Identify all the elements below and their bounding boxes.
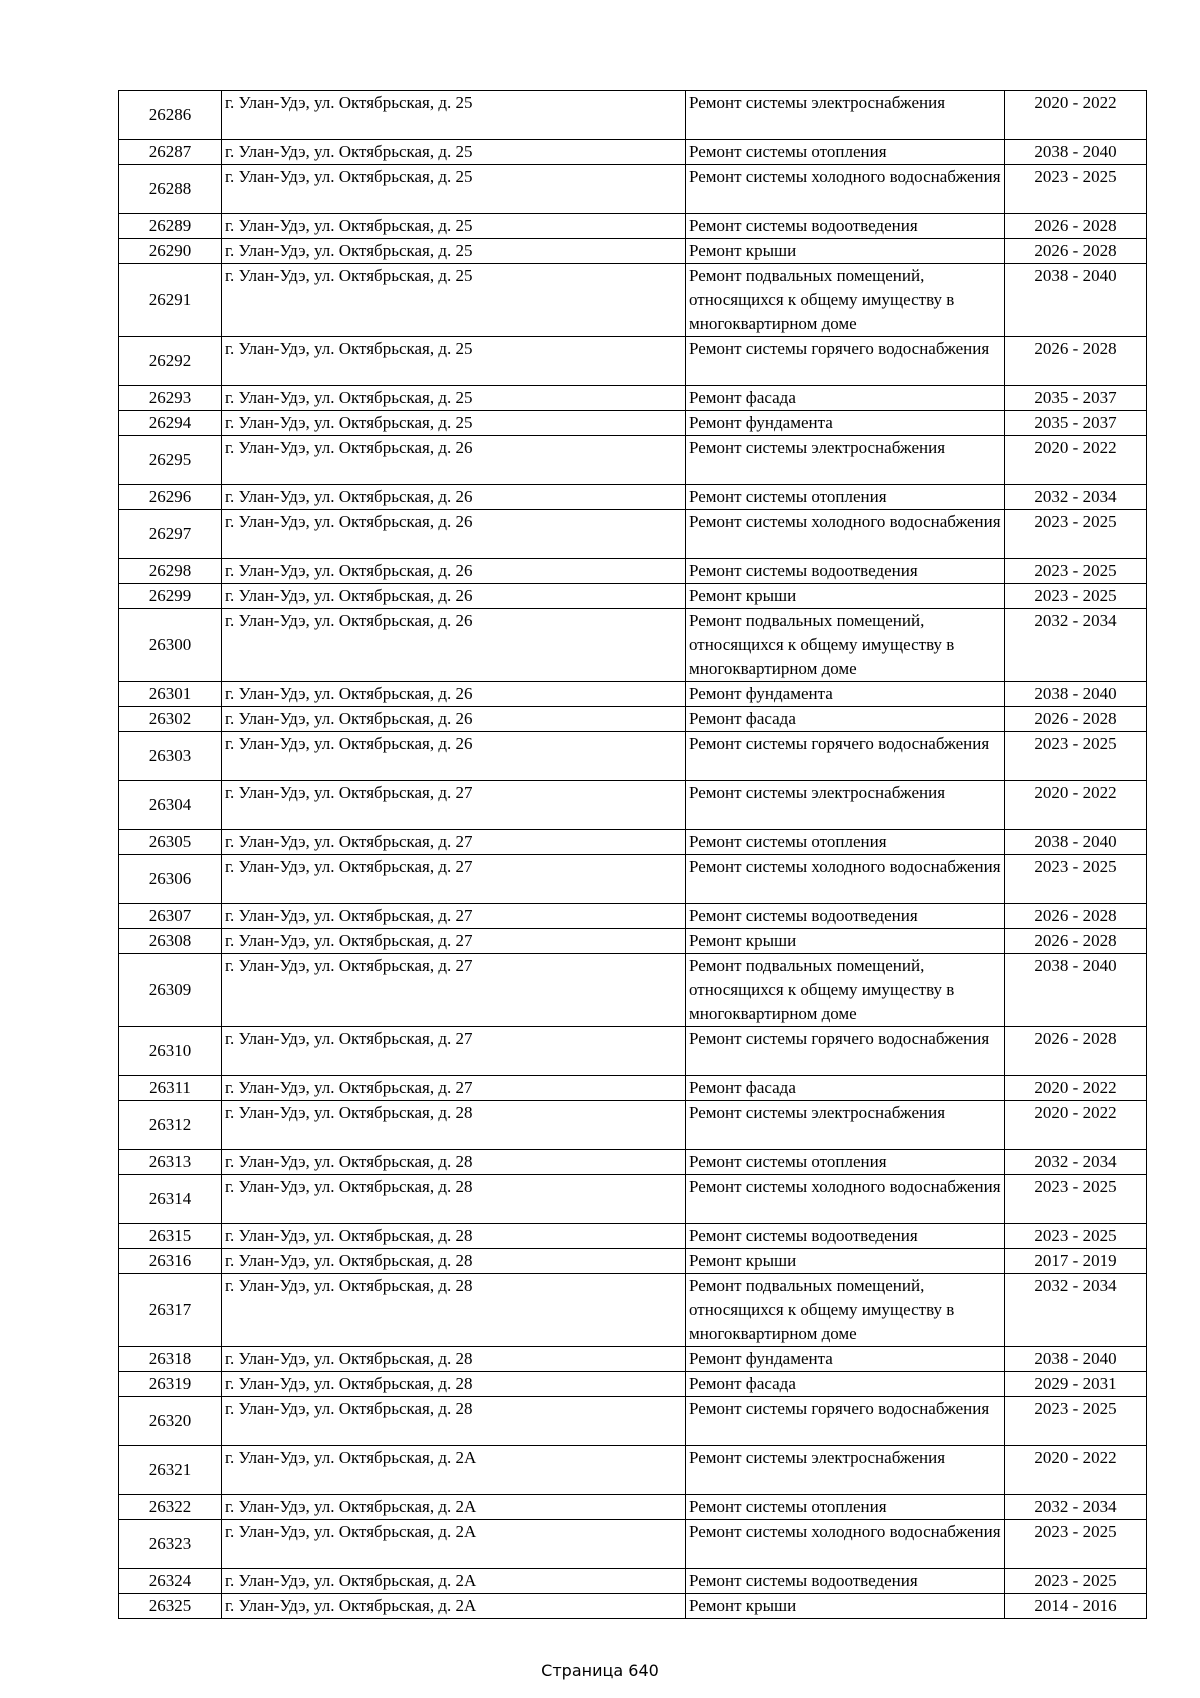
address-cell: г. Улан-Удэ, ул. Октябрьская, д. 28 [222,1224,686,1249]
period-cell: 2023 - 2025 [1005,1224,1147,1249]
table-body [119,91,1147,1619]
table-row [119,1347,1147,1372]
work-type-cell: Ремонт фасада [686,707,1005,732]
row-id-cell: 26300 [119,609,222,682]
address-cell: г. Улан-Удэ, ул. Октябрьская, д. 27 [222,904,686,929]
period-cell: 2017 - 2019 [1005,1249,1147,1274]
period-cell: 2026 - 2028 [1005,707,1147,732]
table-row [119,954,1147,1027]
period-cell: 2026 - 2028 [1005,214,1147,239]
work-type-cell: Ремонт системы отопления [686,485,1005,510]
work-type-cell: Ремонт крыши [686,584,1005,609]
address-cell: г. Улан-Удэ, ул. Октябрьская, д. 26 [222,609,686,682]
table-row [119,855,1147,904]
work-type-cell: Ремонт фундамента [686,682,1005,707]
table-row [119,1594,1147,1619]
address-cell: г. Улан-Удэ, ул. Октябрьская, д. 26 [222,732,686,781]
work-type-cell: Ремонт системы горячего водоснабжения [686,1397,1005,1446]
address-cell: г. Улан-Удэ, ул. Октябрьская, д. 25 [222,411,686,436]
table-row [119,1224,1147,1249]
row-id-cell: 26313 [119,1150,222,1175]
work-type-cell: Ремонт системы отопления [686,830,1005,855]
address-cell: г. Улан-Удэ, ул. Октябрьская, д. 2А [222,1495,686,1520]
row-id-cell: 26286 [119,91,222,140]
work-type-cell: Ремонт крыши [686,1249,1005,1274]
work-type-cell: Ремонт фасада [686,1372,1005,1397]
work-type-cell: Ремонт системы отопления [686,1495,1005,1520]
row-id-cell: 26294 [119,411,222,436]
period-cell: 2029 - 2031 [1005,1372,1147,1397]
period-cell: 2026 - 2028 [1005,1027,1147,1076]
repair-schedule-table [118,90,1147,1619]
period-cell: 2026 - 2028 [1005,239,1147,264]
work-type-cell: Ремонт системы отопления [686,1150,1005,1175]
work-type-cell: Ремонт системы водоотведения [686,559,1005,584]
address-cell: г. Улан-Удэ, ул. Октябрьская, д. 27 [222,1076,686,1101]
row-id-cell: 26291 [119,264,222,337]
period-cell: 2038 - 2040 [1005,682,1147,707]
row-id-cell: 26293 [119,386,222,411]
address-cell: г. Улан-Удэ, ул. Октябрьская, д. 26 [222,485,686,510]
work-type-cell: Ремонт подвальных помещений, относящихся к общему имуществу в многоквартирном доме [686,1274,1005,1347]
row-id-cell: 26309 [119,954,222,1027]
table-row [119,1372,1147,1397]
address-cell: г. Улан-Удэ, ул. Октябрьская, д. 25 [222,214,686,239]
address-cell: г. Улан-Удэ, ул. Октябрьская, д. 2А [222,1520,686,1569]
period-cell: 2023 - 2025 [1005,584,1147,609]
address-cell: г. Улан-Удэ, ул. Октябрьская, д. 25 [222,140,686,165]
period-cell: 2026 - 2028 [1005,904,1147,929]
work-type-cell: Ремонт системы холодного водоснабжения [686,855,1005,904]
row-id-cell: 26302 [119,707,222,732]
table-row [119,485,1147,510]
table-row [119,1150,1147,1175]
row-id-cell: 26307 [119,904,222,929]
address-cell: г. Улан-Удэ, ул. Октябрьская, д. 28 [222,1372,686,1397]
row-id-cell: 26306 [119,855,222,904]
row-id-cell: 26295 [119,436,222,485]
work-type-cell: Ремонт фасада [686,386,1005,411]
address-cell: г. Улан-Удэ, ул. Октябрьская, д. 28 [222,1150,686,1175]
row-id-cell: 26305 [119,830,222,855]
address-cell: г. Улан-Удэ, ул. Октябрьская, д. 26 [222,584,686,609]
address-cell: г. Улан-Удэ, ул. Октябрьская, д. 25 [222,91,686,140]
address-cell: г. Улан-Удэ, ул. Октябрьская, д. 28 [222,1274,686,1347]
period-cell: 2020 - 2022 [1005,436,1147,485]
address-cell: г. Улан-Удэ, ул. Октябрьская, д. 26 [222,510,686,559]
table-row [119,91,1147,140]
period-cell: 2020 - 2022 [1005,781,1147,830]
table-row [119,904,1147,929]
period-cell: 2020 - 2022 [1005,1076,1147,1101]
row-id-cell: 26290 [119,239,222,264]
address-cell: г. Улан-Удэ, ул. Октябрьская, д. 25 [222,386,686,411]
address-cell: г. Улан-Удэ, ул. Октябрьская, д. 27 [222,781,686,830]
table-row [119,1495,1147,1520]
work-type-cell: Ремонт фасада [686,1076,1005,1101]
table-row [119,707,1147,732]
row-id-cell: 26314 [119,1175,222,1224]
work-type-cell: Ремонт системы электроснабжения [686,436,1005,485]
period-cell: 2023 - 2025 [1005,1520,1147,1569]
work-type-cell: Ремонт системы холодного водоснабжения [686,510,1005,559]
address-cell: г. Улан-Удэ, ул. Октябрьская, д. 28 [222,1175,686,1224]
address-cell: г. Улан-Удэ, ул. Октябрьская, д. 27 [222,855,686,904]
table-row [119,1101,1147,1150]
work-type-cell: Ремонт системы электроснабжения [686,781,1005,830]
period-cell: 2020 - 2022 [1005,91,1147,140]
address-cell: г. Улан-Удэ, ул. Октябрьская, д. 25 [222,264,686,337]
row-id-cell: 26289 [119,214,222,239]
row-id-cell: 26312 [119,1101,222,1150]
table-row [119,1397,1147,1446]
address-cell: г. Улан-Удэ, ул. Октябрьская, д. 27 [222,830,686,855]
table-row [119,1520,1147,1569]
table-row [119,239,1147,264]
table-row [119,1249,1147,1274]
address-cell: г. Улан-Удэ, ул. Октябрьская, д. 26 [222,436,686,485]
work-type-cell: Ремонт системы электроснабжения [686,1101,1005,1150]
table-row [119,732,1147,781]
period-cell: 2026 - 2028 [1005,929,1147,954]
table-row [119,1175,1147,1224]
table-row [119,1076,1147,1101]
row-id-cell: 26315 [119,1224,222,1249]
work-type-cell: Ремонт подвальных помещений, относящихся к общему имуществу в многоквартирном доме [686,954,1005,1027]
address-cell: г. Улан-Удэ, ул. Октябрьская, д. 27 [222,954,686,1027]
work-type-cell: Ремонт фундамента [686,411,1005,436]
table-row [119,1274,1147,1347]
address-cell: г. Улан-Удэ, ул. Октябрьская, д. 26 [222,707,686,732]
address-cell: г. Улан-Удэ, ул. Октябрьская, д. 27 [222,929,686,954]
row-id-cell: 26301 [119,682,222,707]
row-id-cell: 26320 [119,1397,222,1446]
table-row [119,559,1147,584]
row-id-cell: 26318 [119,1347,222,1372]
work-type-cell: Ремонт системы электроснабжения [686,1446,1005,1495]
row-id-cell: 26323 [119,1520,222,1569]
address-cell: г. Улан-Удэ, ул. Октябрьская, д. 28 [222,1397,686,1446]
table-row [119,1027,1147,1076]
period-cell: 2038 - 2040 [1005,830,1147,855]
row-id-cell: 26317 [119,1274,222,1347]
table-row [119,682,1147,707]
period-cell: 2023 - 2025 [1005,732,1147,781]
period-cell: 2020 - 2022 [1005,1101,1147,1150]
table-row [119,1446,1147,1495]
work-type-cell: Ремонт подвальных помещений, относящихся к общему имуществу в многоквартирном доме [686,609,1005,682]
period-cell: 2032 - 2034 [1005,1495,1147,1520]
row-id-cell: 26310 [119,1027,222,1076]
table-row [119,386,1147,411]
work-type-cell: Ремонт системы водоотведения [686,214,1005,239]
work-type-cell: Ремонт крыши [686,239,1005,264]
work-type-cell: Ремонт крыши [686,929,1005,954]
address-cell: г. Улан-Удэ, ул. Октябрьская, д. 28 [222,1101,686,1150]
work-type-cell: Ремонт системы холодного водоснабжения [686,1175,1005,1224]
row-id-cell: 26292 [119,337,222,386]
period-cell: 2023 - 2025 [1005,510,1147,559]
period-cell: 2032 - 2034 [1005,609,1147,682]
table-row [119,781,1147,830]
row-id-cell: 26324 [119,1569,222,1594]
period-cell: 2038 - 2040 [1005,1347,1147,1372]
table-row [119,1569,1147,1594]
work-type-cell: Ремонт подвальных помещений, относящихся к общему имуществу в многоквартирном доме [686,264,1005,337]
table-row [119,165,1147,214]
address-cell: г. Улан-Удэ, ул. Октябрьская, д. 26 [222,682,686,707]
address-cell: г. Улан-Удэ, ул. Октябрьская, д. 2А [222,1569,686,1594]
row-id-cell: 26321 [119,1446,222,1495]
address-cell: г. Улан-Удэ, ул. Октябрьская, д. 28 [222,1347,686,1372]
work-type-cell: Ремонт фундамента [686,1347,1005,1372]
period-cell: 2023 - 2025 [1005,165,1147,214]
table-row [119,510,1147,559]
row-id-cell: 26311 [119,1076,222,1101]
row-id-cell: 26304 [119,781,222,830]
table-row [119,929,1147,954]
row-id-cell: 26288 [119,165,222,214]
period-cell: 2035 - 2037 [1005,411,1147,436]
period-cell: 2035 - 2037 [1005,386,1147,411]
period-cell: 2032 - 2034 [1005,1274,1147,1347]
period-cell: 2032 - 2034 [1005,1150,1147,1175]
period-cell: 2032 - 2034 [1005,485,1147,510]
period-cell: 2023 - 2025 [1005,1569,1147,1594]
period-cell: 2023 - 2025 [1005,559,1147,584]
row-id-cell: 26287 [119,140,222,165]
row-id-cell: 26296 [119,485,222,510]
address-cell: г. Улан-Удэ, ул. Октябрьская, д. 27 [222,1027,686,1076]
table-row [119,584,1147,609]
table-row [119,337,1147,386]
row-id-cell: 26308 [119,929,222,954]
address-cell: г. Улан-Удэ, ул. Октябрьская, д. 25 [222,239,686,264]
work-type-cell: Ремонт системы холодного водоснабжения [686,1520,1005,1569]
table-row [119,214,1147,239]
page-number: Страница 640 [541,1661,659,1680]
period-cell: 2038 - 2040 [1005,264,1147,337]
table-row [119,411,1147,436]
row-id-cell: 26297 [119,510,222,559]
work-type-cell: Ремонт системы горячего водоснабжения [686,1027,1005,1076]
table-row [119,264,1147,337]
period-cell: 2014 - 2016 [1005,1594,1147,1619]
table-row [119,140,1147,165]
row-id-cell: 26299 [119,584,222,609]
address-cell: г. Улан-Удэ, ул. Октябрьская, д. 25 [222,165,686,214]
work-type-cell: Ремонт системы водоотведения [686,1224,1005,1249]
row-id-cell: 26325 [119,1594,222,1619]
work-type-cell: Ремонт системы электроснабжения [686,91,1005,140]
work-type-cell: Ремонт крыши [686,1594,1005,1619]
table-row [119,830,1147,855]
period-cell: 2023 - 2025 [1005,855,1147,904]
row-id-cell: 26303 [119,732,222,781]
row-id-cell: 26322 [119,1495,222,1520]
period-cell: 2026 - 2028 [1005,337,1147,386]
row-id-cell: 26298 [119,559,222,584]
period-cell: 2020 - 2022 [1005,1446,1147,1495]
address-cell: г. Улан-Удэ, ул. Октябрьская, д. 26 [222,559,686,584]
period-cell: 2038 - 2040 [1005,954,1147,1027]
address-cell: г. Улан-Удэ, ул. Октябрьская, д. 2А [222,1446,686,1495]
work-type-cell: Ремонт системы водоотведения [686,1569,1005,1594]
work-type-cell: Ремонт системы водоотведения [686,904,1005,929]
address-cell: г. Улан-Удэ, ул. Октябрьская, д. 2А [222,1594,686,1619]
address-cell: г. Улан-Удэ, ул. Октябрьская, д. 28 [222,1249,686,1274]
work-type-cell: Ремонт системы горячего водоснабжения [686,732,1005,781]
row-id-cell: 26316 [119,1249,222,1274]
table-row [119,609,1147,682]
table-row [119,436,1147,485]
row-id-cell: 26319 [119,1372,222,1397]
work-type-cell: Ремонт системы отопления [686,140,1005,165]
work-type-cell: Ремонт системы горячего водоснабжения [686,337,1005,386]
period-cell: 2038 - 2040 [1005,140,1147,165]
work-type-cell: Ремонт системы холодного водоснабжения [686,165,1005,214]
address-cell: г. Улан-Удэ, ул. Октябрьская, д. 25 [222,337,686,386]
period-cell: 2023 - 2025 [1005,1397,1147,1446]
period-cell: 2023 - 2025 [1005,1175,1147,1224]
